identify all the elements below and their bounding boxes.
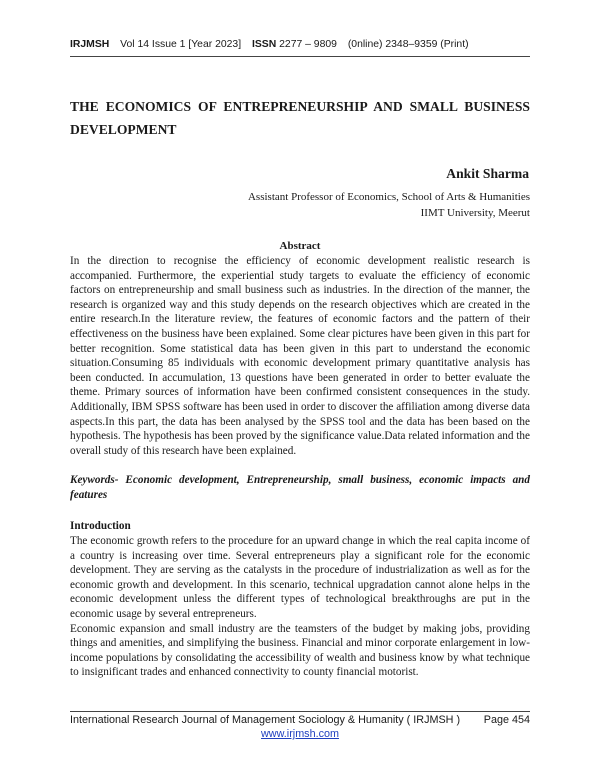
journal-full-name: International Research Journal of Management Sociology & Humanity ( IRJMSH ) bbox=[70, 714, 461, 726]
abstract-heading: Abstract bbox=[279, 240, 321, 252]
author-name: Ankit Sharma bbox=[446, 166, 529, 181]
author-position: Assistant Professor of Economics, School of Arts & Humanities bbox=[247, 191, 530, 203]
issn-number: 2277 – 9809 bbox=[279, 39, 337, 50]
author-university: IIMT University, Meerut bbox=[420, 207, 530, 219]
abstract-text: In the direction to recognise the efficiency of economic development realistic research is accompanied. Furthermore, the experiential study targets to evaluate the efficiency of economic factors on entrepreneurship and small business such as industries. In the direction of the manner, the research is organized way and this study depends on the research objectives which are created in the entire research.In the literature review, the features of economic factors and the pattern of their effectiveness on the business have been explained. Some clear pictures have been given in this part for better recognition. Some statistical data has been given in this part to understand the economic situation.Consuming 85 individuals with economic development primary quantitative analysis has been conducted. In accumulation, 13 questions have been generated in order to better evaluate the theme. Primary sources of information have been confirmed consistent consequences in the study. Additionally, IBM SPSS software has been used in order to discover the affiliation among diverse data aspects.In this part, the data has been analysed by the SPSS tool and the data has been based on the hypothesis. The hypothesis has been proved by the significance value.Data related information and the overall study of this research have been explained. bbox=[70, 255, 530, 457]
keywords: Keywords- Economic development, Entrepreneurship, small business, economic impacts and features bbox=[70, 474, 530, 501]
issn-label: ISSN bbox=[251, 39, 277, 50]
running-header bbox=[70, 39, 530, 50]
introduction-heading: Introduction bbox=[70, 520, 131, 532]
page-number: Page 454 bbox=[483, 714, 530, 726]
introduction-paragraph: Economic expansion and small industry are the teamsters of the budget by making jobs, providing things and amenities, and simplifying the business. Financial and minor corporate enlargement in low-income populations by consolidating the accessibility of wealth and business know by what technique to insignificant trades and enhanced connectivity to county financial motorist. bbox=[70, 622, 530, 679]
volume-info: Vol 14 Issue 1 [Year 2023] bbox=[120, 39, 242, 50]
header-divider bbox=[70, 56, 530, 57]
journal-website-link[interactable]: www.irjmsh.com bbox=[261, 728, 339, 740]
author-affiliation bbox=[130, 189, 530, 221]
issn-online-print: (0nline) 2348–9359 (Print) bbox=[347, 39, 469, 50]
running-footer bbox=[70, 714, 530, 726]
footer-divider bbox=[70, 711, 530, 712]
journal-abbrev: IRJMSH bbox=[70, 39, 110, 50]
introduction-body bbox=[70, 534, 530, 680]
paper-title: THE ECONOMICS OF ENTREPRENEURSHIP AND SMALL BUSINESS DEVELOPMENT bbox=[70, 99, 530, 137]
introduction-paragraph: The economic growth refers to the procedure for an upward change in which the real capita income of a country is increasing over time. Several entrepreneurs play a significant role for the economic development. They are serving as the catalysts in the procedure of industrialization as well as for the economic growth and development. In this scenario, technical upgradation cannot alone helps in the economic development unless the different types of technological breakthroughs are put in the economic usage by several entrepreneurs. bbox=[70, 535, 530, 620]
